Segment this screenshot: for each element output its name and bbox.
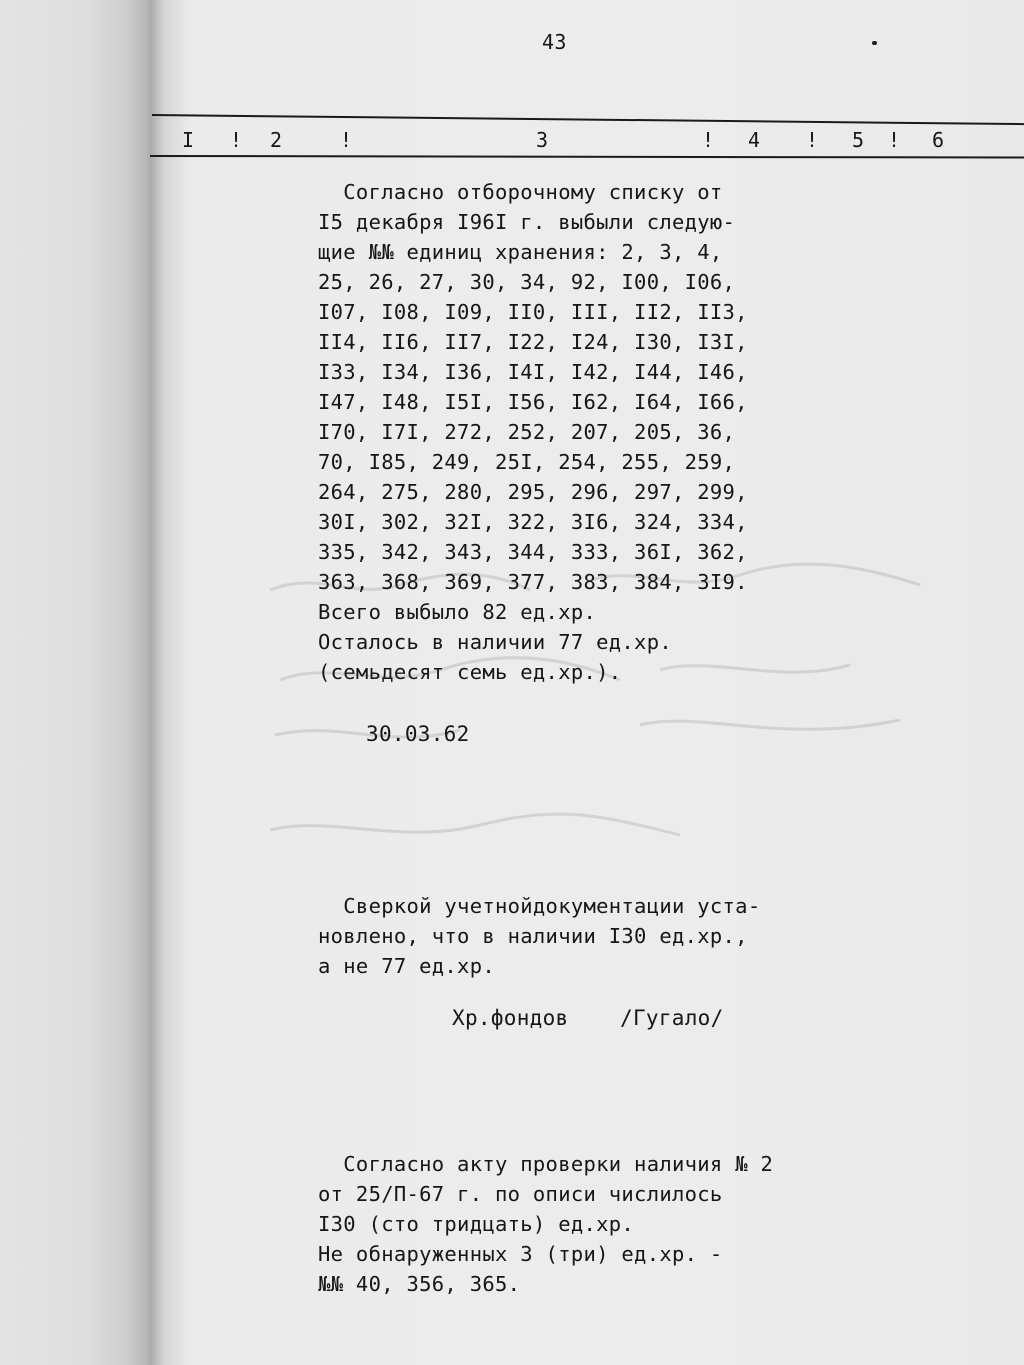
text-line: 25, 26, 27, 30, 34, 92, I00, I06, xyxy=(318,270,736,294)
column-separator: ! xyxy=(702,128,715,152)
text-line: I30 (сто тридцать) ед.хр. xyxy=(318,1212,635,1236)
section-reconciliation xyxy=(318,894,778,994)
text-line: Согласно отборочному списку от xyxy=(318,180,723,204)
text-line: II4, II6, II7, I22, I24, I30, I3I, xyxy=(318,330,748,354)
text-line: I47, I48, I5I, I56, I62, I64, I66, xyxy=(318,390,748,414)
text-line: I5 декабря I96I г. выбыли следую- xyxy=(318,210,736,234)
column-header-6: 6 xyxy=(932,128,945,152)
text-line: а не 77 ед.хр. xyxy=(318,954,495,978)
text-line: 264, 275, 280, 295, 296, 297, 299, xyxy=(318,480,748,504)
column-header-4: 4 xyxy=(748,128,761,152)
column-separator: ! xyxy=(888,128,901,152)
section-inspection-act xyxy=(318,1152,788,1312)
section-withdrawn-items xyxy=(318,180,778,700)
text-line: щие №№ единиц хранения: 2, 3, 4, xyxy=(318,240,723,264)
text-line: 335, 342, 343, 344, 333, 36I, 362, xyxy=(318,540,748,564)
text-line: от 25/П-67 г. по описи числилось xyxy=(318,1182,723,1206)
column-header-5: 5 xyxy=(852,128,865,152)
signature-name: /Гугало/ xyxy=(620,1006,724,1030)
text-line: I33, I34, I36, I4I, I42, I44, I46, xyxy=(318,360,748,384)
column-header-3: 3 xyxy=(536,128,549,152)
left-page-binding xyxy=(0,0,158,1365)
text-line: Не обнаруженных 3 (три) ед.хр. - xyxy=(318,1242,723,1266)
column-header-1: I xyxy=(182,128,195,152)
ink-dot xyxy=(872,41,877,45)
text-line: 70, I85, 249, 25I, 254, 255, 259, xyxy=(318,450,736,474)
signature-role: Хр.фондов xyxy=(452,1006,569,1030)
text-line: Сверкой учетнойдокументации уста- xyxy=(318,894,761,918)
section1-date: 30.03.62 xyxy=(366,722,470,746)
total-withdrawn: Всего выбыло 82 ед.хр. xyxy=(318,600,597,624)
column-separator: ! xyxy=(230,128,243,152)
text-line: 30I, 302, 32I, 322, 3I6, 324, 334, xyxy=(318,510,748,534)
column-separator: ! xyxy=(340,128,353,152)
page-number: 43 xyxy=(542,30,567,54)
text-line: I07, I08, I09, II0, III, II2, II3, xyxy=(318,300,748,324)
missing-items: №№ 40, 356, 365. xyxy=(318,1272,521,1296)
column-header-2: 2 xyxy=(270,128,283,152)
text-line: I70, I7I, 272, 252, 207, 205, 36, xyxy=(318,420,736,444)
remaining-count-words: (семьдесят семь ед.хр.). xyxy=(318,660,622,684)
column-separator: ! xyxy=(806,128,819,152)
text-line: Согласно акту проверки наличия № 2 xyxy=(318,1152,774,1176)
text-line: новлено, что в наличии I30 ед.хр., xyxy=(318,924,748,948)
remaining-count: Осталось в наличии 77 ед.хр. xyxy=(318,630,672,654)
text-line: 363, 368, 369, 377, 383, 384, 3I9. xyxy=(318,570,748,594)
